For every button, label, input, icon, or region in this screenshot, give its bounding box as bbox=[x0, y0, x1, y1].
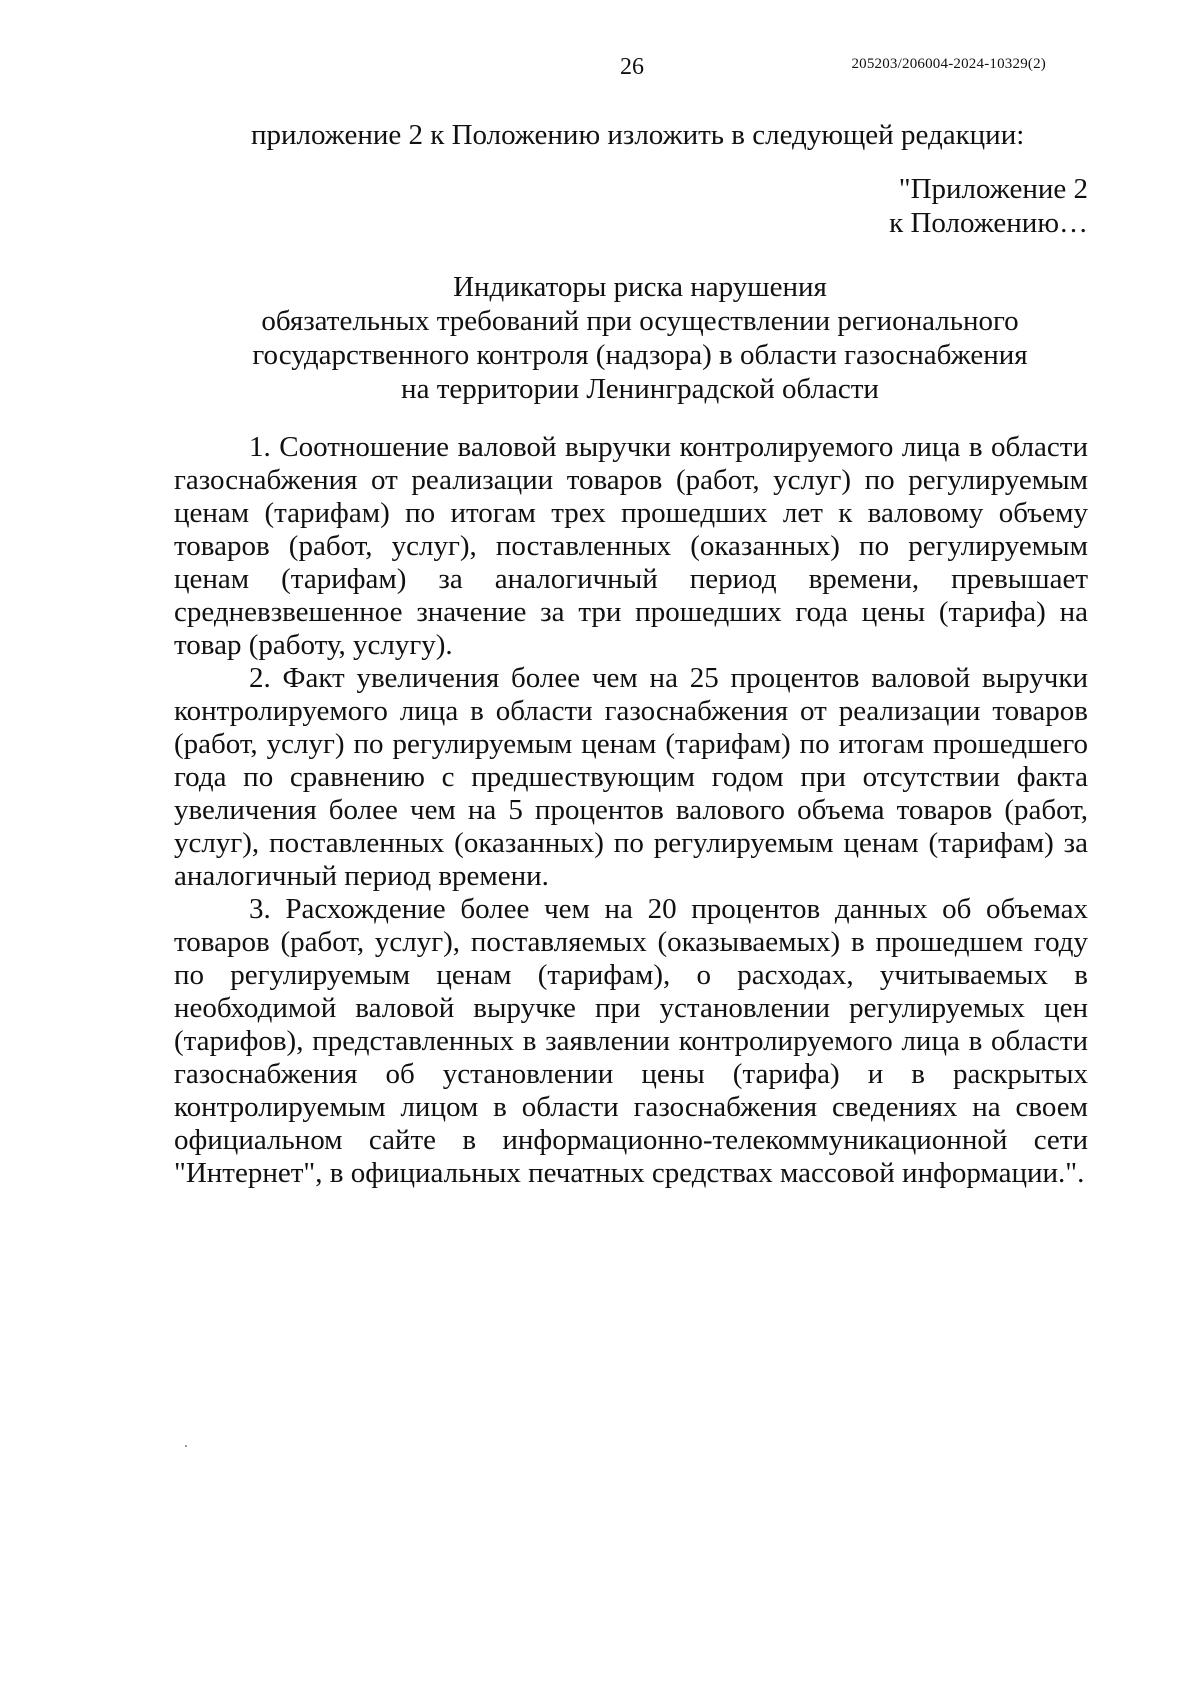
intro-line: приложение 2 к Положению изложить в следующей редакции: bbox=[251, 119, 1025, 151]
paragraph-1: 1. Соотношение валовой выручки контролируемого лица в области газоснабжения от реализации товаров (работ, услуг) по регулируемым ценам (тарифам) по итогам трех прошедших лет к валовому объему товаров (работ, услуг), поставленных (оказанных) по регулируемым ценам (тарифам) за аналогичный период времени, превышает средневзвешенное значение за три прошедших года цены (тарифа) на товар (работу, услугу). bbox=[174, 431, 1088, 661]
title-line-3: государственного контроля (надзора) в области газоснабжения bbox=[252, 339, 1028, 371]
appendix-reference-line-1: "Приложение 2 bbox=[898, 173, 1088, 205]
paragraph-3: 3. Расхождение более чем на 20 процентов данных об объемах товаров (работ, услуг), поставляемых (оказываемых) в прошедшем году по регулируемым ценам (тарифам), о расходах, учитываемых в необходимой валовой выручке при установлении регулируемых цен (тарифов), представленных в заявлении контролируемого лица в области газоснабжения об установлении цены (тарифа) и в раскрытых контролируемым лицом в области газоснабжения сведениях на своем официальном сайте в информационно-телекоммуникационной сети "Интернет", в официальных печатных средствах массовой информации.". bbox=[174, 893, 1088, 1189]
title-line-1: Индикаторы риска нарушения bbox=[453, 271, 827, 303]
page-number: 26 bbox=[620, 54, 644, 80]
paragraph-2: 2. Факт увеличения более чем на 25 процентов валовой выручки контролируемого лица в области газоснабжения от реализации товаров (работ, услуг) по регулируемым ценам (тарифам) по итогам прошедшего года по сравнению с предшествующим годом при отсутствии факта увеличения более чем на 5 процентов валового объема товаров (работ, услуг), поставленных (оказанных) по регулируемым ценам (тарифам) за аналогичный период времени. bbox=[174, 662, 1088, 892]
document-title bbox=[200, 270, 1080, 406]
title-line-2: обязательных требований при осуществлении регионального bbox=[261, 305, 1019, 337]
appendix-reference-line-2: к Положению… bbox=[889, 207, 1088, 239]
appendix-reference bbox=[889, 172, 1088, 240]
body-text bbox=[174, 431, 1088, 1190]
title-line-4: на территории Ленинградской области bbox=[401, 373, 879, 405]
scan-speck bbox=[185, 1445, 187, 1447]
document-code: 205203/206004-2024-10329(2) bbox=[851, 56, 1046, 72]
